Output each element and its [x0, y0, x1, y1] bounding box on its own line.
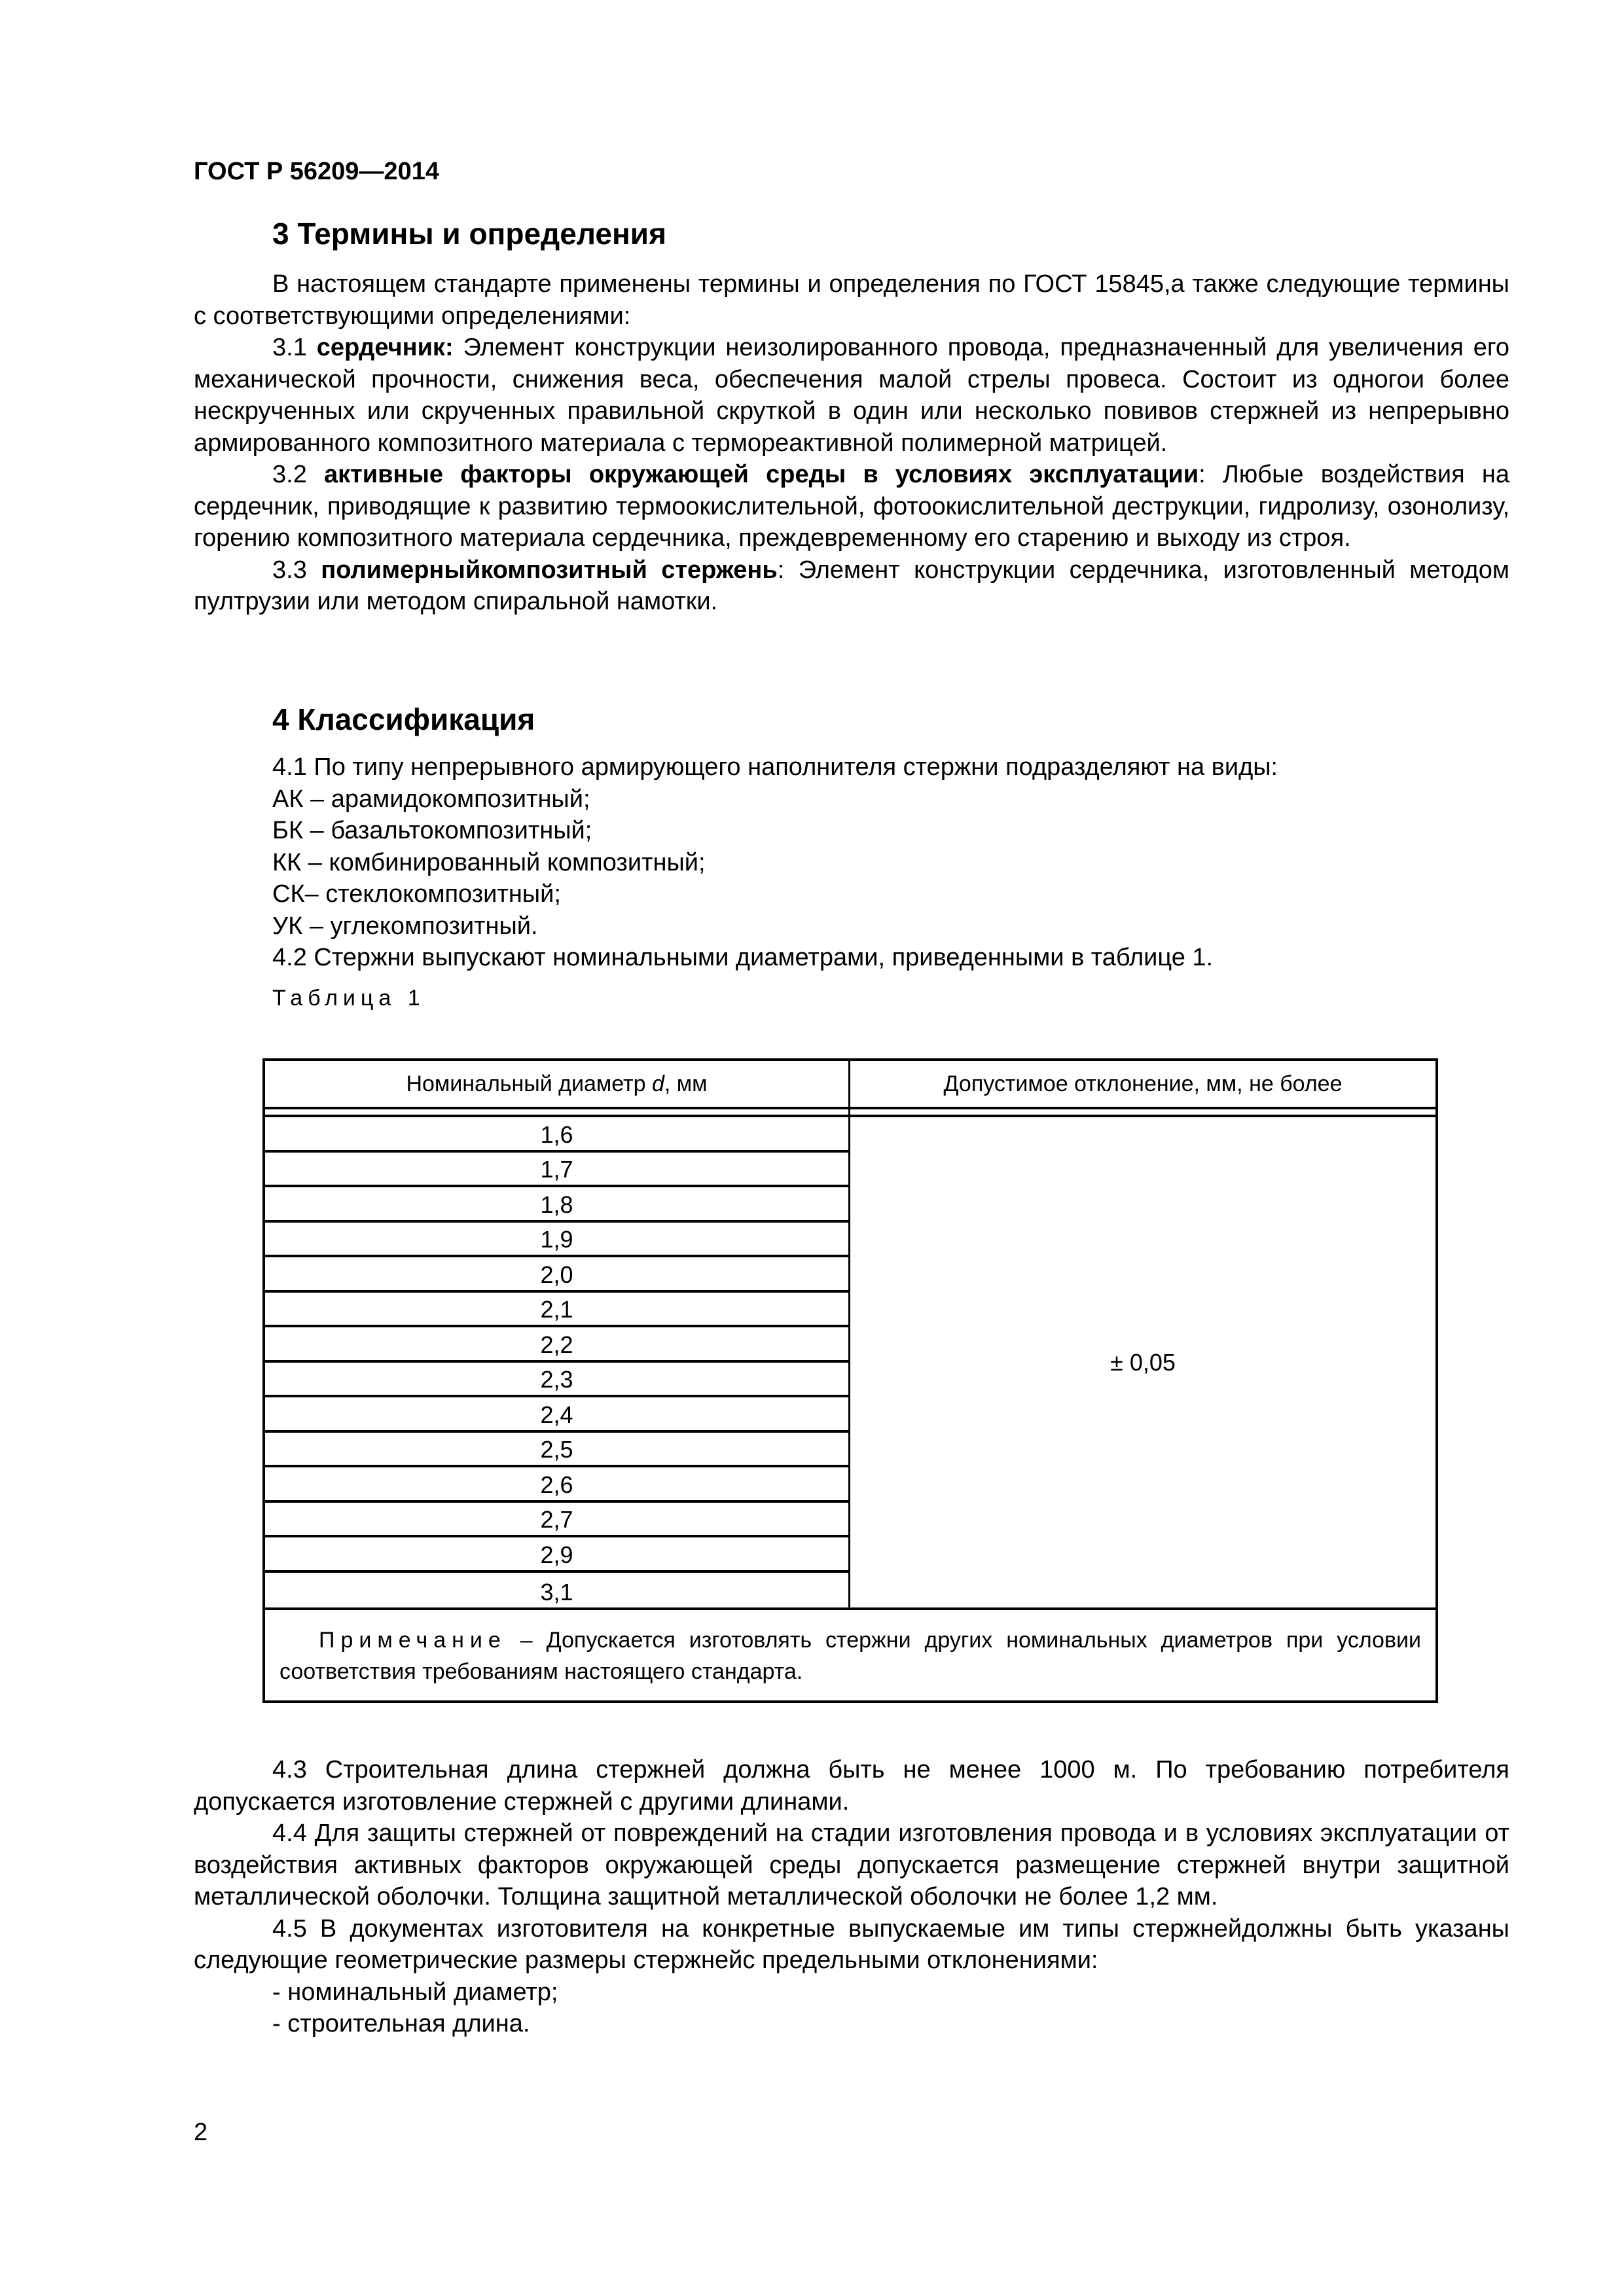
term-3-2-definition: : Любые воздействия на сердечник, приводящие к развитию термоокислительной, фотоокислительной деструкции, гидролизу, озонолизу, горению композитного материала сердечника, преждевременному его старению и выходу из строя. [194, 461, 1510, 552]
list-item-nominal-diameter: - номинальный диаметр; [272, 1978, 558, 2006]
table-header-row [265, 1061, 1435, 1109]
table-body [265, 1117, 1435, 1607]
table-cell-tolerance: ± 0,05 [1110, 1348, 1176, 1376]
term-3-3-name: полимерныйкомпозитный стержень [321, 556, 778, 584]
section-3-heading: 3 Термины и определения [272, 217, 666, 251]
type-uk: УК – углекомпозитный. [272, 912, 538, 940]
term-3-2: 3.2 активные факторы окружающей среды в условиях эксплуатации: Любые воздействия на сердечник, приводящие к развитию термоокислительной, фотоокислительной деструкции, гидролизу, озонолизу, горению композитного материала сердечника, преждевременному его старению и выходу из строя. [194, 461, 1510, 552]
diameter-table [262, 1058, 1438, 1703]
table-note [265, 1607, 1435, 1700]
column-header-tolerance: Допустимое отклонение, мм, не более [943, 1071, 1343, 1096]
paragraph-4-3: 4.3 Строительная длина стержней должна быть не менее 1000 м. По требованию потребителя допускается изготовление стержней с другими длинами. [194, 1756, 1509, 1816]
table-cell-diameter: 3,1 [540, 1579, 573, 1605]
term-3-3-definition: : Элемент конструкции сердечника, изготовленный методом пултрузии или методом спиральной намотки. [194, 556, 1510, 615]
paragraph-4-1: 4.1 По типу непрерывного армирующего наполнителя стержни подразделяют на виды: [272, 753, 1278, 781]
term-3-2-name: активные факторы окружающей среды в условиях эксплуатации [324, 461, 1199, 488]
note-label: Примечание [319, 1628, 507, 1653]
section-3-intro: В настоящем стандарте применены термины и определения по ГОСТ 15845,а также следующие термины с соответствующими определениями: [194, 270, 1509, 330]
table-cell-diameter: 1,7 [265, 1153, 848, 1188]
table-cell-diameter: 1,6 [265, 1117, 848, 1153]
term-3-1-definition: Элемент конструкции неизолированного провода, предназначенный для увеличения его механической прочности, снижения веса, обеспечения малой стрелы провеса. Состоит из одногои более нескрученных или скрученных правильной скруткой в один или несколько повивов стержней из непрерывно армированного композитного материала с термореактивной полимерной матрицей. [194, 334, 1509, 457]
table-cell-diameter: 2,0 [265, 1257, 848, 1293]
type-sk: СК– стеклокомпозитный; [272, 880, 561, 908]
table-cell-diameter: 2,7 [265, 1503, 848, 1538]
section-4-classification [194, 751, 1509, 974]
term-3-1: 3.1 сердечник: Элемент конструкции неизолированного провода, предназначенный для увеличения его механической прочности, снижения веса, обеспечения малой стрелы провеса. Состоит из одногои более нескрученных или скрученных правильной скруткой в один или несколько повивов стержней из непрерывно армированного композитного материала с термореактивной полимерной матрицей. [194, 334, 1509, 457]
note-text: – Допускается изготовлять стержни других номинальных диаметров при условии соответствия требованиям настоящего стандарта. [280, 1628, 1421, 1684]
table-cell-diameter: 1,9 [265, 1223, 848, 1258]
term-3-3: 3.3 полимерныйкомпозитный стержень: Элемент конструкции сердечника, изготовленный методом пултрузии или методом спиральной намотки. [194, 556, 1510, 615]
table-cell-diameter: 2,2 [265, 1327, 848, 1363]
section-4-heading: 4 Классификация [272, 702, 535, 736]
diameter-column [265, 1117, 850, 1607]
table-cell-diameter: 2,6 [265, 1467, 848, 1503]
paragraph-4-4: 4.4 Для защиты стержней от повреждений на стадии изготовления провода и в условиях эксплуатации от воздействия активных факторов окружающей среды допускается размещение стержней внутри защитной металлической оболочки. Толщина защитной металлической оболочки не более 1,2 мм. [194, 1820, 1509, 1910]
paragraph-4-2: 4.2 Стержни выпускают номинальными диаметрами, приведенными в таблице 1. [272, 944, 1214, 971]
page-number: 2 [194, 2119, 208, 2146]
table-caption: Таблица 1 [272, 986, 425, 1011]
type-bk: БК – базальтокомпозитный; [272, 817, 592, 844]
table-cell-diameter: 2,5 [265, 1433, 848, 1468]
term-3-1-name: сердечник: [316, 334, 454, 361]
section-3-body [194, 268, 1509, 618]
paragraph-4-5: 4.5 В документах изготовителя на конкретные выпускаемые им типы стержнейдолжны быть указаны следующие геометрические размеры стержнейс предельными отклонениями: [194, 1914, 1509, 1974]
table-cell-diameter: 1,8 [265, 1187, 848, 1223]
list-item-construction-length: - строительная длина. [272, 2010, 530, 2037]
table-cell-diameter: 2,9 [265, 1537, 848, 1573]
type-kk: КК – комбинированный композитный; [272, 848, 706, 876]
type-ak: АК – арамидокомпозитный; [272, 785, 590, 813]
document-code-header: ГОСТ Р 56209—2014 [194, 158, 439, 185]
column-header-diameter: Номинальный диаметр d , мм [265, 1061, 850, 1107]
table-header-separator [265, 1109, 1435, 1117]
section-4-continued [194, 1754, 1509, 2040]
table-cell-diameter: 2,4 [265, 1397, 848, 1433]
table-cell-diameter: 2,1 [265, 1293, 848, 1328]
table-cell-diameter: 2,3 [265, 1363, 848, 1398]
